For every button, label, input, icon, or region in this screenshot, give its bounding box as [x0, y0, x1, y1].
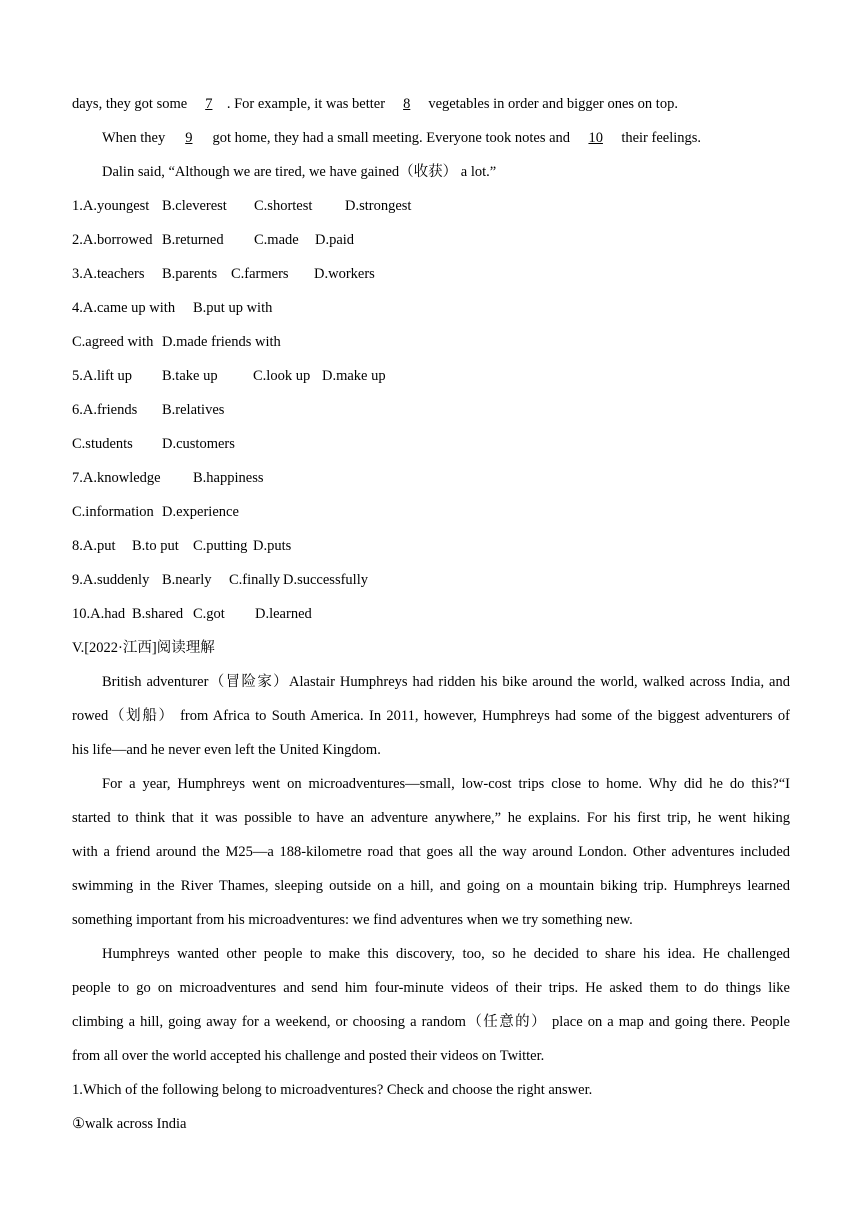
cloze-text: . For example, it was better: [226, 96, 389, 112]
option-b: B.happiness: [193, 470, 264, 486]
option-a: 9.A.suddenly: [72, 572, 150, 588]
option-c: C.made: [254, 232, 299, 248]
options-q6-line1: [72, 400, 790, 420]
cloze-line-2: [102, 128, 790, 148]
blank-9: 9: [185, 130, 193, 146]
blank-7: 7: [205, 96, 213, 112]
option-d: D.workers: [314, 266, 375, 282]
option-b: B.cleverest: [162, 198, 227, 214]
option-c: C.students: [72, 436, 133, 452]
cloze-text: When they: [102, 130, 169, 146]
cloze-text: vegetables in order and bigger ones on top.: [424, 96, 678, 112]
passage-p3-line: Humphreys wanted other people to make this discovery, too, so he decided to share his idea. He challenged: [102, 946, 790, 962]
option-c: C.farmers: [231, 266, 289, 282]
passage-p2-line: swimming in the River Thames, sleeping outside on a hill, and going on a mountain biking trip. Humphreys learned: [72, 878, 790, 894]
section-title: V.[2022·江西]阅读理解: [72, 640, 215, 656]
cloze-line-1: [72, 94, 790, 114]
option-c: C.got: [193, 606, 225, 622]
option-a: 8.A.put: [72, 538, 116, 554]
options-q2: [72, 230, 790, 250]
option-b: B.take up: [162, 368, 218, 384]
passage-p1-line: rowed（划船） from Africa to South America. In 2011, however, Humphreys had some of the biggest adventurers of: [72, 708, 790, 724]
cloze-text: days, they got some: [72, 96, 191, 112]
option-b: B.parents: [162, 266, 218, 282]
blank-8: 8: [403, 96, 411, 112]
option-b: B.shared: [132, 606, 184, 622]
options-q1: [72, 196, 790, 216]
cloze-line-3: Dalin said, “Although we are tired, we have gained（收获） a lot.”: [102, 164, 497, 180]
option-a: 4.A.came up with: [72, 300, 176, 316]
passage-p3-line: climbing a hill, going away for a weekend, or choosing a random（任意的） place on a map and going there. People: [72, 1014, 790, 1030]
passage-p2-line: something important from his microadventures: we find adventures when we try something new.: [72, 912, 633, 928]
option-d: D.successfully: [283, 572, 368, 588]
passage-p3-line: from all over the world accepted his challenge and posted their videos on Twitter.: [72, 1048, 545, 1064]
option-d: D.made friends with: [162, 334, 281, 350]
passage-p3-line: people to go on microadventures and send him four-minute videos of their trips. He asked them to do things like: [72, 980, 790, 996]
option-a: 3.A.teachers: [72, 266, 145, 282]
options-q6-line2: [72, 434, 790, 454]
options-q3: [72, 264, 790, 284]
options-q8: [72, 536, 790, 556]
option-a: 2.A.borrowed: [72, 232, 153, 248]
option-d: D.paid: [315, 232, 355, 248]
option-c: C.information: [72, 504, 154, 520]
passage-p2-line: started to think that it was possible to have an adventure anywhere,” he explains. For his first trip, he went hiking: [72, 810, 790, 826]
question-1: 1.Which of the following belong to microadventures? Check and choose the right answer.: [72, 1082, 593, 1098]
cloze-text: their feelings.: [617, 130, 702, 146]
option-d: D.puts: [253, 538, 292, 554]
options-q5: [72, 366, 790, 386]
options-q10: [72, 604, 790, 624]
answer-item-1: ①walk across India: [72, 1116, 187, 1132]
options-q4-line2: [72, 332, 790, 352]
option-d: D.experience: [162, 504, 239, 520]
passage-p1-line: British adventurer（冒险家）Alastair Humphreys had ridden his bike around the world, walked across India, and: [102, 674, 790, 690]
option-c: C.finally: [229, 572, 281, 588]
options-q4-line1: [72, 298, 790, 318]
option-a: 5.A.lift up: [72, 368, 133, 384]
option-a: 7.A.knowledge: [72, 470, 161, 486]
option-c: C.agreed with: [72, 334, 154, 350]
cloze-text: got home, they had a small meeting. Everyone took notes and: [208, 130, 574, 146]
options-q7-line2: [72, 502, 790, 522]
option-c: C.putting: [193, 538, 248, 554]
passage-p2-line: with a friend around the M25—a 188-kilometre road that goes all the way around London. Other adventures included: [72, 844, 790, 860]
option-d: D.make up: [322, 368, 386, 384]
option-d: D.learned: [255, 606, 312, 622]
option-b: B.nearly: [162, 572, 212, 588]
option-a: 1.A.youngest: [72, 198, 150, 214]
option-c: C.look up: [253, 368, 311, 384]
option-b: B.put up with: [193, 300, 273, 316]
options-q9: [72, 570, 790, 590]
option-a: 10.A.had: [72, 606, 126, 622]
passage-p2-line: For a year, Humphreys went on microadventures—small, low-cost trips close to home. Why did he do this?“I: [102, 776, 790, 792]
blank-10: 10: [588, 130, 603, 146]
passage-p1-line: his life—and he never even left the United Kingdom.: [72, 742, 381, 758]
option-a: 6.A.friends: [72, 402, 138, 418]
options-q7-line1: [72, 468, 790, 488]
option-b: B.to put: [132, 538, 179, 554]
option-c: C.shortest: [254, 198, 313, 214]
option-b: B.returned: [162, 232, 224, 248]
option-d: D.strongest: [345, 198, 412, 214]
option-d: D.customers: [162, 436, 235, 452]
option-b: B.relatives: [162, 402, 225, 418]
